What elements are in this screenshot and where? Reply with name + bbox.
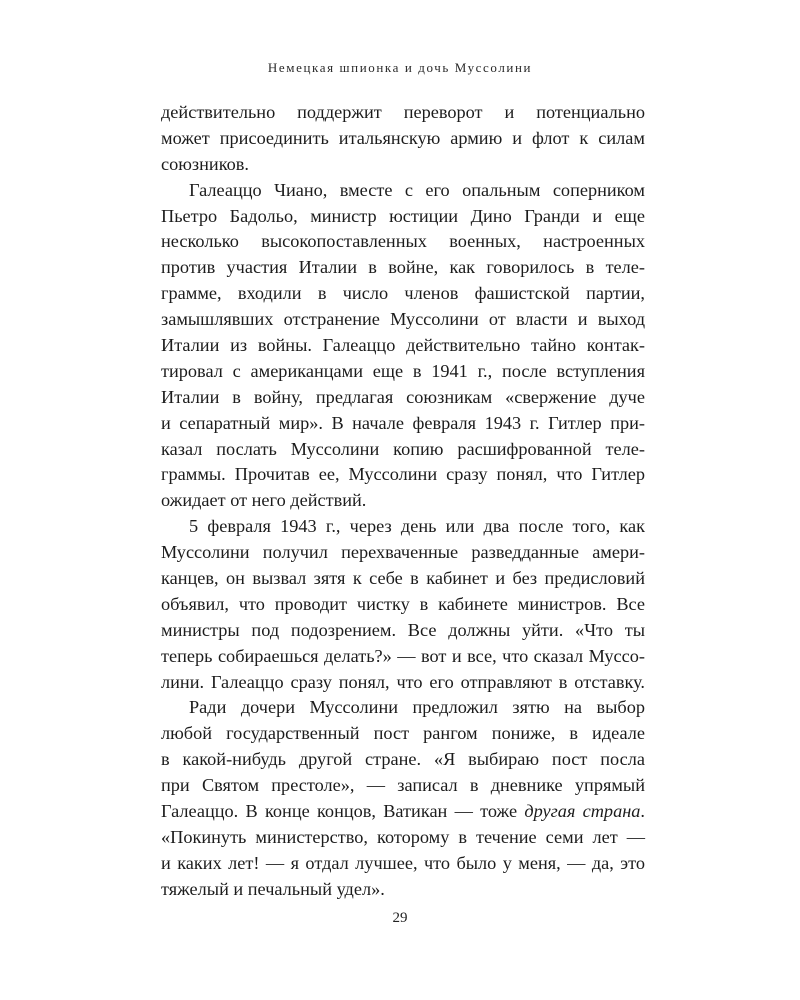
text-line: грамме, входили в число членов фашистской партии,: [161, 283, 645, 304]
text-line: объявил, что проводит чистку в кабинете министров. Все: [161, 593, 645, 614]
text-line: может присоединить итальянскую армию и флот к силам: [161, 127, 645, 148]
italic-emphasis: другая страна: [524, 801, 641, 822]
text-line: ожидает от него действий.: [161, 490, 367, 511]
text-fragment: .: [640, 801, 645, 822]
text-line: замышлявших отстранение Муссолини от власти и выход: [161, 309, 645, 330]
text-line: канцев, он вызвал зятя к себе в кабинет и без предисловий: [161, 568, 645, 589]
text-line: при Святом престоле», — записал в дневнике упрямый: [161, 775, 645, 796]
text-line: казал послать Муссолини копию расшифрованной теле-: [161, 438, 645, 459]
text-fragment: Галеаццо. В конце концов, Ватикан — тоже: [161, 801, 525, 822]
text-line: Муссолини получил перехваченные разведданные амери-: [161, 542, 645, 563]
text-line: в какой-нибудь другой стране. «Я выбираю пост посла: [161, 749, 645, 770]
text-line: Пьетро Бадольо, министр юстиции Дино Гранди и еще: [161, 205, 645, 226]
text-line: Италии из войны. Галеаццо действительно тайно контак-: [161, 335, 645, 356]
text-line: тировал с американцами еще в 1941 г., после вступления: [161, 360, 645, 381]
text-line: «Покинуть министерство, которому в течение семи лет —: [161, 826, 645, 847]
text-line: против участия Италии в войне, как говорилось в теле-: [161, 257, 645, 278]
text-line: тяжелый и печальный удел».: [161, 878, 385, 899]
text-line: несколько высокопоставленных военных, настроенных: [161, 231, 645, 252]
text-line: министры под подозрением. Все должны уйти. «Что ты: [161, 619, 645, 640]
text-line: и сепаратный мир». В начале февраля 1943 г. Гитлер при-: [161, 412, 645, 433]
text-line: граммы. Прочитав ее, Муссолини сразу понял, что Гитлер: [161, 464, 645, 485]
text-line: и каких лет! — я отдал лучшее, что было у меня, — да, это: [161, 852, 645, 873]
page-number: 29: [392, 910, 408, 926]
text-line: лини. Галеаццо сразу понял, что его отправляют в отставку.: [161, 671, 645, 692]
paragraph: [161, 695, 645, 902]
body-text: [161, 100, 645, 903]
text-line: любой государственный пост рангом пониже, в идеале: [161, 723, 645, 744]
paragraph: [161, 178, 645, 515]
text-line: 5 февраля 1943 г., через день или два после того, как: [189, 516, 645, 537]
paragraph: [161, 514, 645, 695]
paragraph: [161, 100, 645, 178]
text-line: Галеаццо Чиано, вместе с его опальным соперником: [189, 179, 645, 200]
text-line: [161, 799, 645, 825]
text-line: Ради дочери Муссолини предложил зятю на выбор: [189, 697, 645, 718]
text-line: теперь собираешься делать?» — вот и все, что сказал Муссо-: [161, 645, 645, 666]
running-header: Немецкая шпионка и дочь Муссолини: [267, 60, 533, 75]
text-line: Италии в войну, предлагая союзникам «свержение дуче: [161, 386, 645, 407]
text-line: союзников.: [161, 153, 249, 174]
text-line: действительно поддержит переворот и потенциально: [161, 102, 645, 122]
